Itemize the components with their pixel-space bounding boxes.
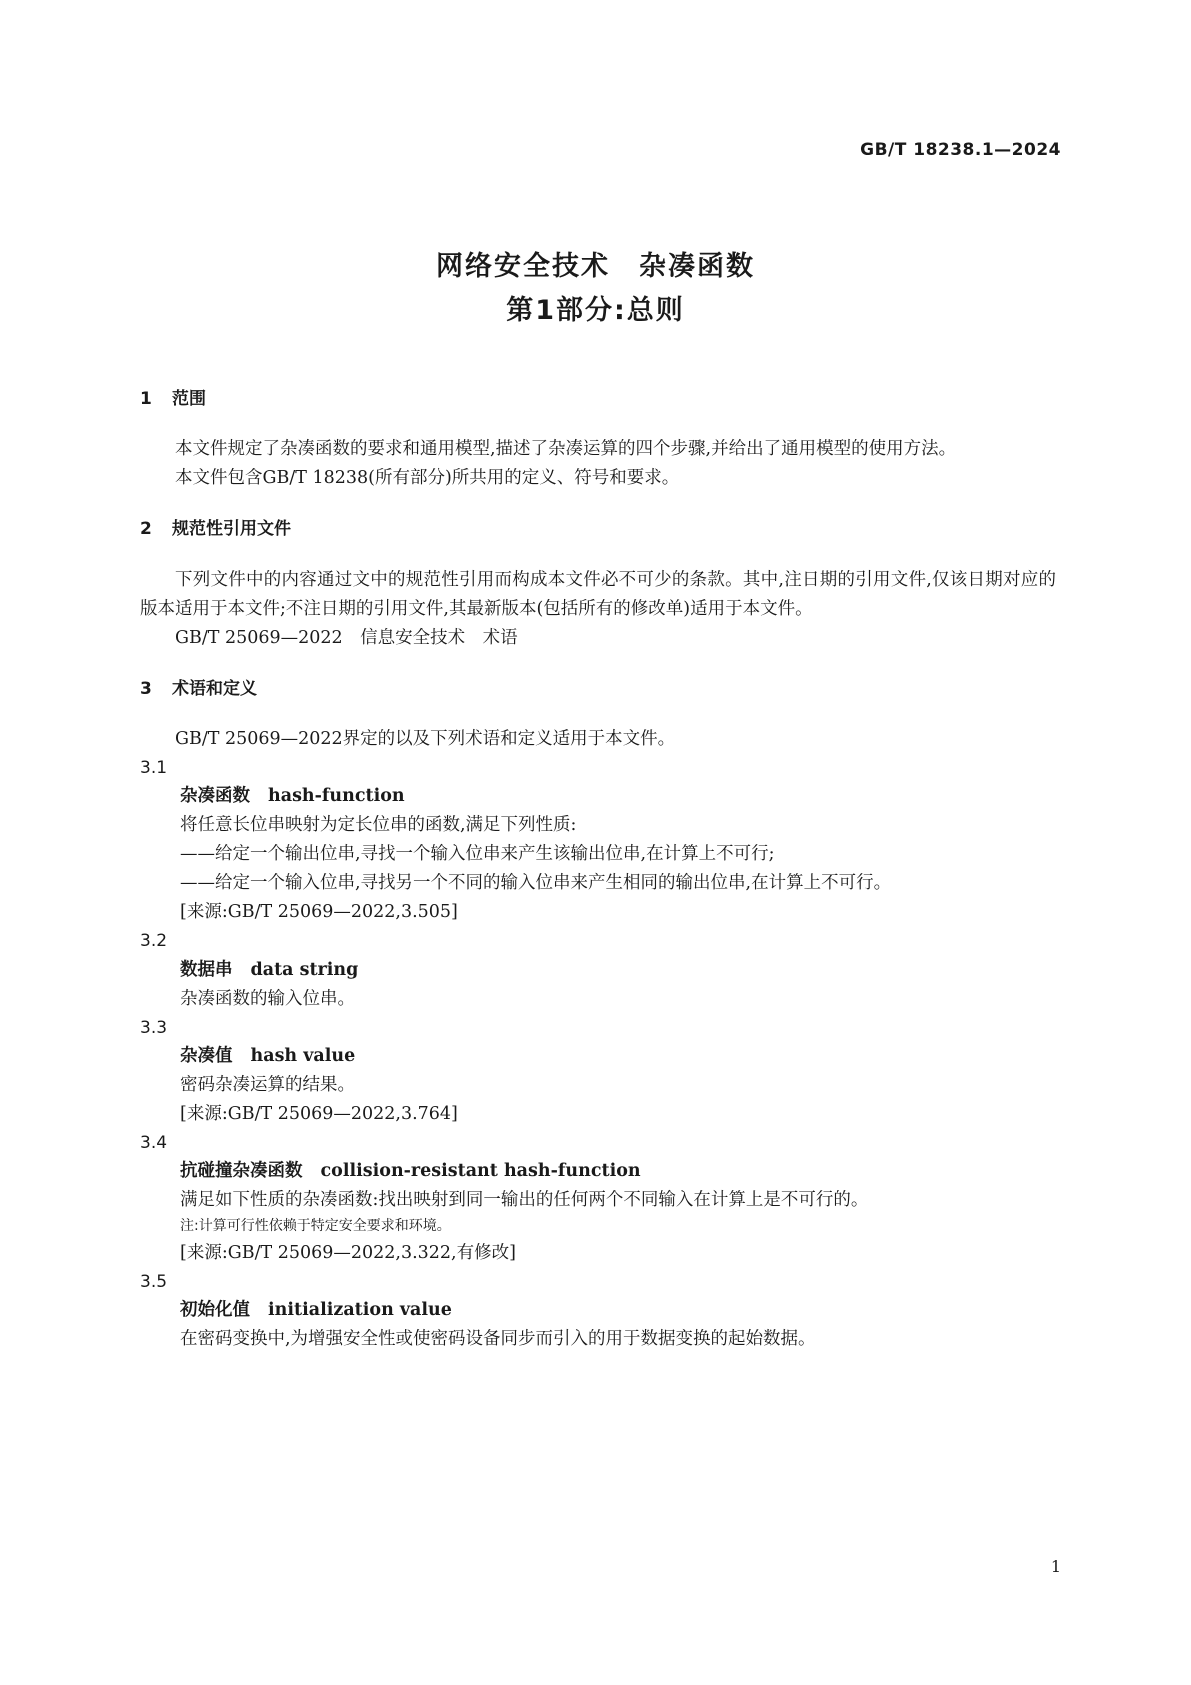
term-en: hash-function (268, 786, 405, 807)
term-en: initialization value (268, 1299, 452, 1320)
standard-number: GB/T 18238.1—2024 (860, 140, 1061, 160)
reference-item: GB/T 25069—2022 信息安全技术 术语 (175, 627, 518, 648)
paragraph: 下列文件中的内容通过文中的规范性引用而构成本文件必不可少的条款。其中,注日期的引用文件,仅该日期对应的版本适用于本文件;不注日期的引用文件,其最新版本(包括所有的修改单)适用于本文件。 (140, 569, 1056, 619)
paragraph: GB/T 25069—2022界定的以及下列术语和定义适用于本文件。 (175, 728, 676, 749)
section-number: 1 (140, 389, 152, 409)
section-number: 2 (140, 519, 152, 540)
term-number: 3.4 (140, 1133, 168, 1154)
term-entry (140, 1157, 1056, 1186)
term-note: 注:计算可行性依赖于特定安全要求和环境。 (180, 1218, 451, 1235)
term-source: [来源:GB/T 25069—2022,3.764] (180, 1104, 458, 1125)
term-number: 3.5 (140, 1271, 168, 1292)
term-en: data string (250, 959, 359, 980)
term-entry (140, 956, 1056, 985)
term-en: hash value (250, 1045, 356, 1066)
term-definition: 在密码变换中,为增强安全性或使密码设备同步而引入的用于数据变换的起始数据。 (180, 1328, 816, 1349)
term-entry (140, 1296, 1056, 1325)
term-zh: 杂凑函数 (180, 786, 250, 807)
term-source: [来源:GB/T 25069—2022,3.505] (180, 902, 458, 923)
section-title: 规范性引用文件 (172, 519, 291, 540)
list-item: ——给定一个输入位串,寻找另一个不同的输入位串来产生相同的输出位串,在计算上不可行。 (180, 873, 892, 894)
list-item: ——给定一个输出位串,寻找一个输入位串来产生该输出位串,在计算上不可行; (180, 844, 775, 865)
term-source: [来源:GB/T 25069—2022,3.322,有修改] (180, 1242, 516, 1263)
section-heading-terms (140, 675, 1056, 703)
document-title: 网络安全技术 杂凑函数 (436, 251, 755, 282)
term-entry (140, 782, 1056, 811)
section-heading-scope (140, 385, 1056, 413)
term-zh: 抗碰撞杂凑函数 (180, 1161, 303, 1182)
page-number: 1 (1050, 1557, 1061, 1576)
paragraph: 本文件规定了杂凑函数的要求和通用模型,描述了杂凑运算的四个步骤,并给出了通用模型的使用方法。 (175, 439, 957, 460)
section-heading-normative-references (140, 515, 1056, 543)
term-zh: 初始化值 (180, 1299, 250, 1320)
paragraph: 本文件包含GB/T 18238(所有部分)所共用的定义、符号和要求。 (175, 468, 680, 489)
term-en: collision-resistant hash-function (320, 1161, 641, 1182)
term-zh: 杂凑值 (180, 1045, 233, 1066)
term-number: 3.2 (140, 931, 168, 952)
term-number: 3.3 (140, 1017, 168, 1038)
section-number: 3 (140, 678, 152, 699)
document-subtitle: 第1部分:总则 (506, 295, 685, 326)
term-entry (140, 1042, 1056, 1071)
term-definition: 密码杂凑运算的结果。 (180, 1074, 355, 1095)
section-title: 术语和定义 (172, 678, 257, 699)
term-number: 3.1 (140, 757, 168, 778)
term-definition: 满足如下性质的杂凑函数:找出映射到同一输出的任何两个不同输入在计算上是不可行的。 (180, 1190, 869, 1211)
document-body (140, 385, 1056, 1354)
term-definition: 将任意长位串映射为定长位串的函数,满足下列性质: (180, 815, 577, 836)
term-definition: 杂凑函数的输入位串。 (180, 988, 355, 1009)
term-zh: 数据串 (180, 959, 233, 980)
section-title: 范围 (172, 389, 206, 409)
